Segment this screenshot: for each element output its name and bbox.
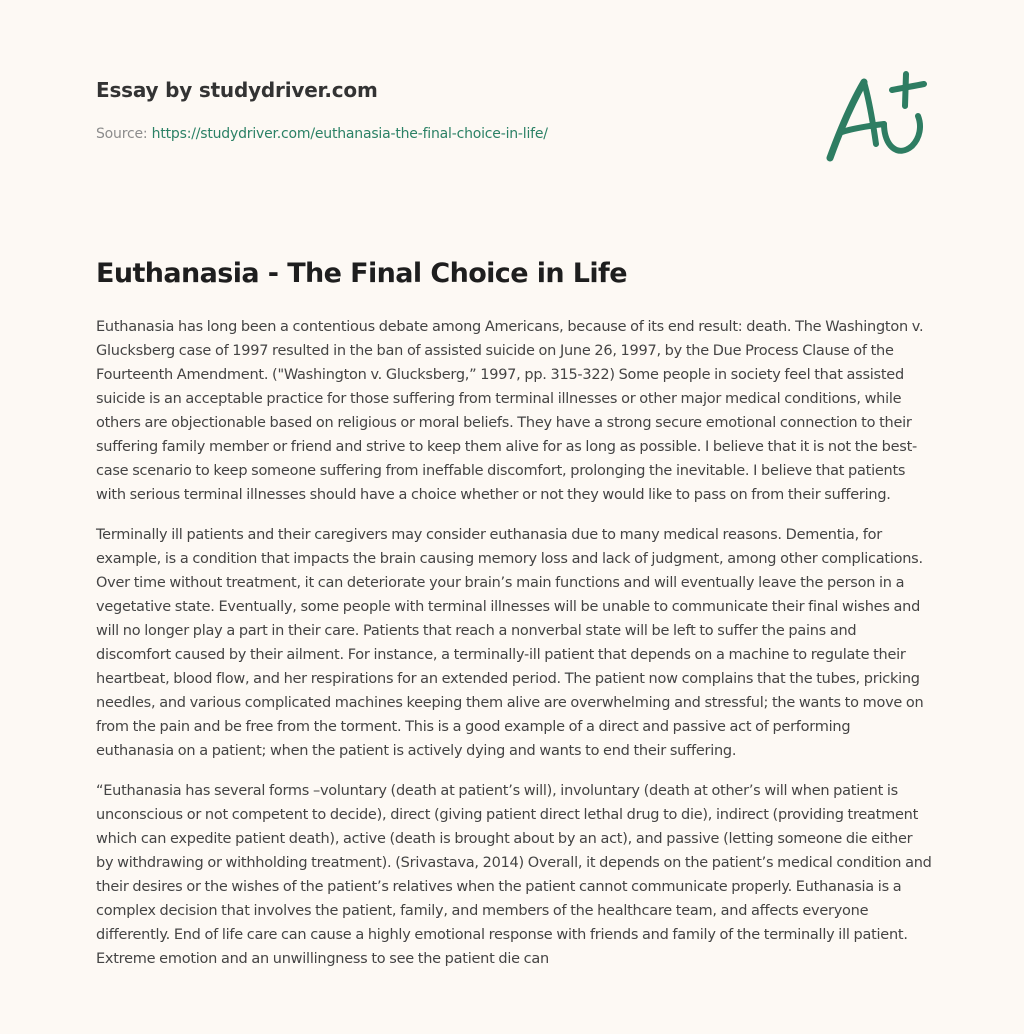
brand-title: Essay by studydriver.com [96,78,378,102]
paragraph: “Euthanasia has several forms –voluntary (death at patient’s will), involuntary (death at other’s will when patient is unconscious or not competent to decide), direct (giving patient direct lethal drug to die), indirect (providing treatment which can expedite patient death), active (death is brought about by an act), and passive (letting someone die either by withdrawing or withholding treatment). (Srivastava, 2014) Overall, it depends on the patient’s medical condition and their desires or the wishes of the patient’s relatives when the patient cannot communicate properly. Euthanasia is a complex decision that involves the patient, family, and members of the healthcare team, and affects everyone differently. End of life care can cause a highly emotional response with friends and family of the terminally ill patient. Extreme emotion and an unwillingness to see the patient die can [96,783,932,967]
source-line [96,124,796,144]
essay-header [96,76,796,144]
paragraph: Terminally ill patients and their caregivers may consider euthanasia due to many medical reasons. Dementia, for example, is a condition that impacts the brain causing memory loss and lack of judgment, among other complications. Over time without treatment, it can deteriorate your brain’s main functions and will eventually leave the person in a vegetative state. Eventually, some people with terminal illnesses will be unable to communicate their final wishes and will no longer play a part in their care. Patients that reach a nonverbal state will be left to suffer the pains and discomfort caused by their ailment. For instance, a terminally-ill patient that depends on a machine to regulate their heartbeat, blood flow, and her respirations for an extended period. The patient now complains that the tubes, pricking needles, and various complicated machines keeping them alive are overwhelming and stressful; the wants to move on from the pain and be free from the torment. This is a good example of a direct and passive act of performing euthanasia on a patient; when the patient is actively dying and wants to end their suffering. [96,527,924,759]
source-label: Source: [96,126,148,142]
paragraph: Euthanasia has long been a contentious debate among Americans, because of its end result: death. The Washington v. Glucksberg case of 1997 resulted in the ban of assisted suicide on June 26, 1997, by the Due Process Clause of the Fourteenth Amendment. ("Washington v. Glucksberg,” 1997, pp. 315-322) Some people in society feel that assisted suicide is an acceptable practice for those suffering from terminal illnesses or other major medical conditions, while others are objectionable based on religious or moral beliefs. They have a strong secure emotional connection to their suffering family member or friend and strive to keep them alive for as long as possible. I believe that it is not the best-case scenario to keep someone suffering from ineffable discomfort, prolonging the inevitable. I believe that patients with serious terminal illnesses should have a choice whether or not they would like to pass on from their suffering. [96,319,924,503]
a-plus-grade-icon [818,66,930,166]
essay-title: Euthanasia - The Final Choice in Life [96,258,627,289]
source-link[interactable]: https://studydriver.com/euthanasia-the-final-choice-in-life/ [151,126,548,142]
essay-body [96,315,932,987]
